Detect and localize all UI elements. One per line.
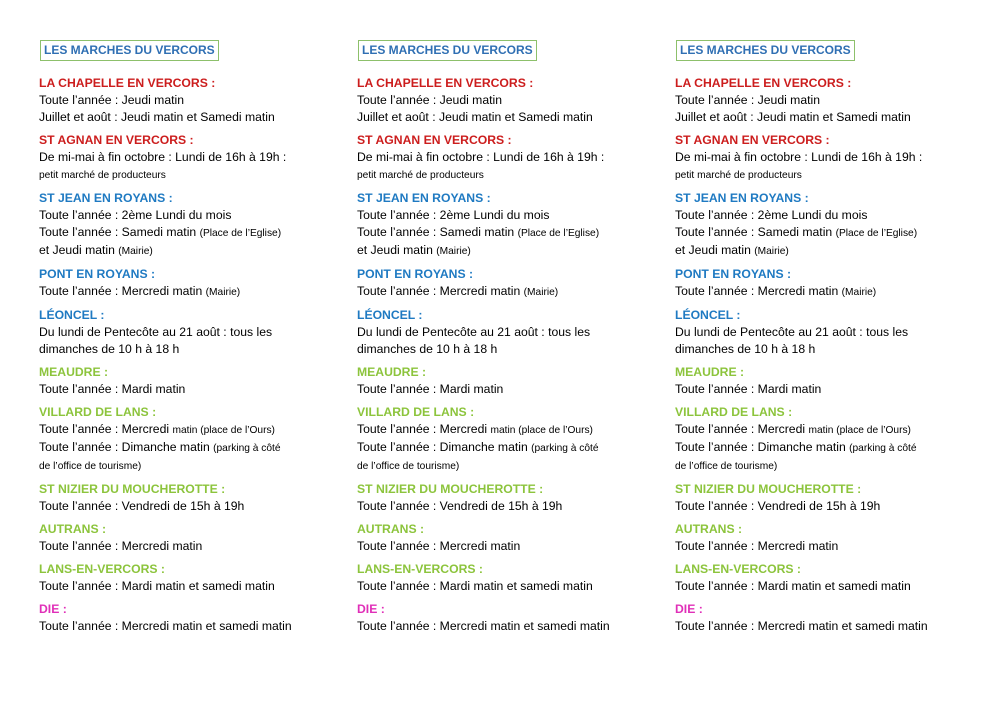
schedule-text: Toute l’année : Dimanche matin bbox=[675, 440, 850, 454]
schedule-note: (parking à côté bbox=[849, 443, 917, 454]
schedule-text: Toute l’année : Mercredi matin bbox=[357, 284, 524, 298]
market-block bbox=[675, 481, 975, 515]
schedule-text: Toute l’année : Mercredi bbox=[39, 422, 173, 436]
market-name: ST NIZIER DU MOUCHEROTTE : bbox=[39, 482, 226, 496]
schedule-text: Toute l’année : Mardi matin et samedi matin bbox=[39, 579, 275, 593]
market-schedule-line bbox=[39, 166, 339, 184]
market-schedule-line bbox=[357, 618, 657, 635]
column bbox=[675, 40, 975, 641]
column bbox=[357, 40, 657, 641]
schedule-text: Toute l’année : Dimanche matin bbox=[39, 440, 214, 454]
market-schedule-line bbox=[675, 421, 975, 439]
market-schedule-line bbox=[357, 341, 657, 358]
market-name: LA CHAPELLE EN VERCORS : bbox=[39, 76, 216, 90]
market-block bbox=[357, 190, 657, 260]
market-block bbox=[39, 266, 339, 301]
schedule-text: Juillet et août : Jeudi matin et Samedi matin bbox=[357, 110, 593, 124]
market-schedule-line bbox=[39, 207, 339, 224]
schedule-text: Toute l’année : Samedi matin bbox=[675, 225, 836, 239]
market-block bbox=[357, 521, 657, 555]
schedule-text: Toute l’année : Vendredi de 15h à 19h bbox=[39, 499, 245, 513]
document-title: LES MARCHES DU VERCORS bbox=[676, 40, 855, 61]
schedule-text: Toute l’année : Mercredi matin et samedi matin bbox=[39, 619, 292, 633]
schedule-text: Toute l’année : 2ème Lundi du mois bbox=[675, 208, 868, 222]
market-block bbox=[357, 364, 657, 398]
market-name: VILLARD DE LANS : bbox=[675, 405, 793, 419]
schedule-note: (Place de l’Eglise) bbox=[199, 228, 282, 239]
market-block bbox=[357, 132, 657, 184]
market-schedule-line bbox=[39, 341, 339, 358]
market-schedule-line bbox=[39, 578, 339, 595]
schedule-text: Toute l’année : 2ème Lundi du mois bbox=[39, 208, 232, 222]
market-schedule-line bbox=[39, 618, 339, 635]
market-schedule-line bbox=[39, 381, 339, 398]
schedule-text: Toute l’année : Mercredi matin bbox=[39, 539, 203, 553]
market-schedule-line bbox=[357, 538, 657, 555]
market-schedule-line bbox=[675, 109, 975, 126]
market-schedule-line bbox=[357, 421, 657, 439]
schedule-note: matin (place de l’Ours) bbox=[172, 425, 275, 436]
schedule-text: Toute l’année : Mercredi bbox=[675, 422, 809, 436]
market-name: LÉONCEL : bbox=[357, 308, 423, 322]
document-title: LES MARCHES DU VERCORS bbox=[358, 40, 537, 61]
market-schedule-line bbox=[675, 166, 975, 184]
market-block bbox=[675, 132, 975, 184]
market-name: LANS-EN-VERCORS : bbox=[357, 562, 483, 576]
market-block bbox=[39, 601, 339, 635]
schedule-text: Toute l’année : Mercredi matin et samedi matin bbox=[675, 619, 928, 633]
market-name: PONT EN ROYANS : bbox=[675, 267, 792, 281]
schedule-text: Toute l’année : Samedi matin bbox=[357, 225, 518, 239]
market-block bbox=[357, 404, 657, 475]
schedule-text: Toute l’année : Mardi matin et samedi matin bbox=[675, 579, 911, 593]
market-schedule-line bbox=[357, 207, 657, 224]
schedule-text: Juillet et août : Jeudi matin et Samedi matin bbox=[675, 110, 911, 124]
market-block bbox=[39, 404, 339, 475]
schedule-note: (parking à côté bbox=[531, 443, 599, 454]
market-schedule-line bbox=[357, 457, 657, 475]
schedule-note: petit marché de producteurs bbox=[675, 170, 802, 181]
schedule-text: Du lundi de Pentecôte au 21 août : tous les bbox=[357, 325, 591, 339]
schedule-text: et Jeudi matin bbox=[357, 243, 437, 257]
schedule-text: Toute l’année : Vendredi de 15h à 19h bbox=[675, 499, 881, 513]
market-schedule-line bbox=[39, 324, 339, 341]
market-schedule-line bbox=[675, 324, 975, 341]
market-block bbox=[39, 307, 339, 358]
schedule-text: Toute l’année : Mardi matin bbox=[357, 382, 504, 396]
market-schedule-line bbox=[675, 283, 975, 301]
market-schedule-line bbox=[357, 166, 657, 184]
document-title: LES MARCHES DU VERCORS bbox=[40, 40, 219, 61]
schedule-note: (Place de l’Eglise) bbox=[517, 228, 600, 239]
market-block bbox=[675, 521, 975, 555]
market-schedule-line bbox=[675, 207, 975, 224]
market-block bbox=[357, 481, 657, 515]
market-schedule-line bbox=[39, 224, 339, 242]
market-schedule-line bbox=[357, 109, 657, 126]
market-name: VILLARD DE LANS : bbox=[39, 405, 157, 419]
market-schedule-line bbox=[357, 283, 657, 301]
market-name: LANS-EN-VERCORS : bbox=[675, 562, 801, 576]
column bbox=[39, 40, 339, 641]
market-name: VILLARD DE LANS : bbox=[357, 405, 475, 419]
schedule-note: (Mairie) bbox=[205, 287, 241, 298]
schedule-text: dimanches de 10 h à 18 h bbox=[675, 342, 816, 356]
market-name: LÉONCEL : bbox=[39, 308, 105, 322]
schedule-text: Toute l’année : Jeudi matin bbox=[675, 93, 820, 107]
schedule-note: de l’office de tourisme) bbox=[357, 461, 460, 472]
schedule-text: Du lundi de Pentecôte au 21 août : tous les bbox=[39, 325, 273, 339]
market-schedule-line bbox=[39, 109, 339, 126]
market-schedule-line bbox=[39, 439, 339, 457]
schedule-note: de l’office de tourisme) bbox=[675, 461, 778, 472]
schedule-text: Toute l’année : 2ème Lundi du mois bbox=[357, 208, 550, 222]
market-block bbox=[39, 190, 339, 260]
schedule-text: Toute l’année : Mercredi matin bbox=[39, 284, 206, 298]
market-name: MEAUDRE : bbox=[39, 365, 109, 379]
market-schedule-line bbox=[675, 92, 975, 109]
market-name: AUTRANS : bbox=[357, 522, 425, 536]
market-name: DIE : bbox=[357, 602, 385, 616]
market-name: MEAUDRE : bbox=[357, 365, 427, 379]
market-block bbox=[39, 132, 339, 184]
market-block bbox=[675, 601, 975, 635]
market-block bbox=[675, 364, 975, 398]
market-name: DIE : bbox=[39, 602, 67, 616]
market-name: MEAUDRE : bbox=[675, 365, 745, 379]
market-schedule-line bbox=[39, 92, 339, 109]
market-name: AUTRANS : bbox=[675, 522, 743, 536]
market-schedule-line bbox=[675, 457, 975, 475]
schedule-text: Toute l’année : Samedi matin bbox=[39, 225, 200, 239]
market-name: PONT EN ROYANS : bbox=[39, 267, 156, 281]
document-columns bbox=[39, 40, 979, 680]
market-block bbox=[675, 404, 975, 475]
schedule-text: Juillet et août : Jeudi matin et Samedi matin bbox=[39, 110, 275, 124]
market-schedule-line bbox=[39, 149, 339, 166]
schedule-note: matin (place de l’Ours) bbox=[808, 425, 911, 436]
schedule-text: dimanches de 10 h à 18 h bbox=[357, 342, 498, 356]
market-name: ST JEAN EN ROYANS : bbox=[675, 191, 809, 205]
market-block bbox=[357, 601, 657, 635]
schedule-text: et Jeudi matin bbox=[675, 243, 755, 257]
market-schedule-line bbox=[357, 578, 657, 595]
schedule-note: (Mairie) bbox=[841, 287, 877, 298]
market-name: AUTRANS : bbox=[39, 522, 107, 536]
schedule-note: petit marché de producteurs bbox=[39, 170, 166, 181]
market-name: ST JEAN EN ROYANS : bbox=[357, 191, 491, 205]
market-name: ST JEAN EN ROYANS : bbox=[39, 191, 173, 205]
market-schedule-line bbox=[675, 578, 975, 595]
schedule-text: Toute l’année : Mardi matin et samedi matin bbox=[357, 579, 593, 593]
schedule-note: (Place de l’Eglise) bbox=[835, 228, 918, 239]
schedule-text: De mi-mai à fin octobre : Lundi de 16h à 19h : bbox=[675, 150, 923, 164]
schedule-note: petit marché de producteurs bbox=[357, 170, 484, 181]
schedule-text: Toute l’année : Mardi matin bbox=[675, 382, 822, 396]
schedule-text: Toute l’année : Vendredi de 15h à 19h bbox=[357, 499, 563, 513]
market-block bbox=[39, 561, 339, 595]
market-block bbox=[357, 266, 657, 301]
market-name: LA CHAPELLE EN VERCORS : bbox=[357, 76, 534, 90]
market-block bbox=[675, 266, 975, 301]
schedule-note: matin (place de l’Ours) bbox=[490, 425, 593, 436]
market-schedule-line bbox=[675, 341, 975, 358]
market-schedule-line bbox=[675, 618, 975, 635]
market-schedule-line bbox=[357, 498, 657, 515]
market-block bbox=[39, 521, 339, 555]
schedule-note: de l’office de tourisme) bbox=[39, 461, 142, 472]
market-schedule-line bbox=[39, 283, 339, 301]
schedule-text: Toute l’année : Mercredi matin bbox=[357, 539, 521, 553]
market-schedule-line bbox=[675, 149, 975, 166]
market-block bbox=[39, 481, 339, 515]
market-schedule-line bbox=[39, 421, 339, 439]
schedule-text: et Jeudi matin bbox=[39, 243, 119, 257]
market-block bbox=[675, 307, 975, 358]
market-schedule-line bbox=[357, 242, 657, 260]
market-schedule-line bbox=[675, 381, 975, 398]
market-schedule-line bbox=[357, 149, 657, 166]
market-schedule-line bbox=[39, 457, 339, 475]
market-block bbox=[675, 190, 975, 260]
market-block bbox=[675, 561, 975, 595]
market-block bbox=[39, 364, 339, 398]
market-schedule-line bbox=[357, 324, 657, 341]
market-schedule-line bbox=[39, 498, 339, 515]
market-name: PONT EN ROYANS : bbox=[357, 267, 474, 281]
schedule-text: Du lundi de Pentecôte au 21 août : tous les bbox=[675, 325, 909, 339]
schedule-note: (Mairie) bbox=[118, 246, 153, 257]
schedule-text: Toute l’année : Mercredi bbox=[357, 422, 491, 436]
market-name: LÉONCEL : bbox=[675, 308, 741, 322]
market-block bbox=[357, 561, 657, 595]
market-name: ST AGNAN EN VERCORS : bbox=[675, 133, 830, 147]
schedule-text: De mi-mai à fin octobre : Lundi de 16h à 19h : bbox=[39, 150, 287, 164]
schedule-text: Toute l’année : Mardi matin bbox=[39, 382, 186, 396]
market-schedule-line bbox=[675, 242, 975, 260]
market-schedule-line bbox=[39, 538, 339, 555]
schedule-text: Toute l’année : Mercredi matin bbox=[675, 284, 842, 298]
market-name: LA CHAPELLE EN VERCORS : bbox=[675, 76, 852, 90]
schedule-note: (Mairie) bbox=[754, 246, 789, 257]
schedule-note: (parking à côté bbox=[213, 443, 281, 454]
market-name: ST AGNAN EN VERCORS : bbox=[357, 133, 512, 147]
market-block bbox=[39, 75, 339, 126]
market-schedule-line bbox=[675, 439, 975, 457]
market-name: DIE : bbox=[675, 602, 703, 616]
market-name: ST AGNAN EN VERCORS : bbox=[39, 133, 194, 147]
market-name: ST NIZIER DU MOUCHEROTTE : bbox=[357, 482, 544, 496]
market-name: ST NIZIER DU MOUCHEROTTE : bbox=[675, 482, 862, 496]
schedule-note: (Mairie) bbox=[436, 246, 471, 257]
market-schedule-line bbox=[675, 538, 975, 555]
market-schedule-line bbox=[357, 224, 657, 242]
market-schedule-line bbox=[39, 242, 339, 260]
schedule-text: dimanches de 10 h à 18 h bbox=[39, 342, 180, 356]
schedule-text: Toute l’année : Mercredi matin et samedi matin bbox=[357, 619, 610, 633]
schedule-text: Toute l’année : Mercredi matin bbox=[675, 539, 839, 553]
market-schedule-line bbox=[675, 498, 975, 515]
market-schedule-line bbox=[357, 381, 657, 398]
market-block bbox=[357, 75, 657, 126]
market-schedule-line bbox=[675, 224, 975, 242]
schedule-text: Toute l’année : Jeudi matin bbox=[357, 93, 502, 107]
schedule-text: Toute l’année : Jeudi matin bbox=[39, 93, 184, 107]
schedule-text: De mi-mai à fin octobre : Lundi de 16h à 19h : bbox=[357, 150, 605, 164]
schedule-note: (Mairie) bbox=[523, 287, 559, 298]
market-block bbox=[675, 75, 975, 126]
market-name: LANS-EN-VERCORS : bbox=[39, 562, 165, 576]
market-schedule-line bbox=[357, 439, 657, 457]
schedule-text: Toute l’année : Dimanche matin bbox=[357, 440, 532, 454]
market-block bbox=[357, 307, 657, 358]
market-schedule-line bbox=[357, 92, 657, 109]
